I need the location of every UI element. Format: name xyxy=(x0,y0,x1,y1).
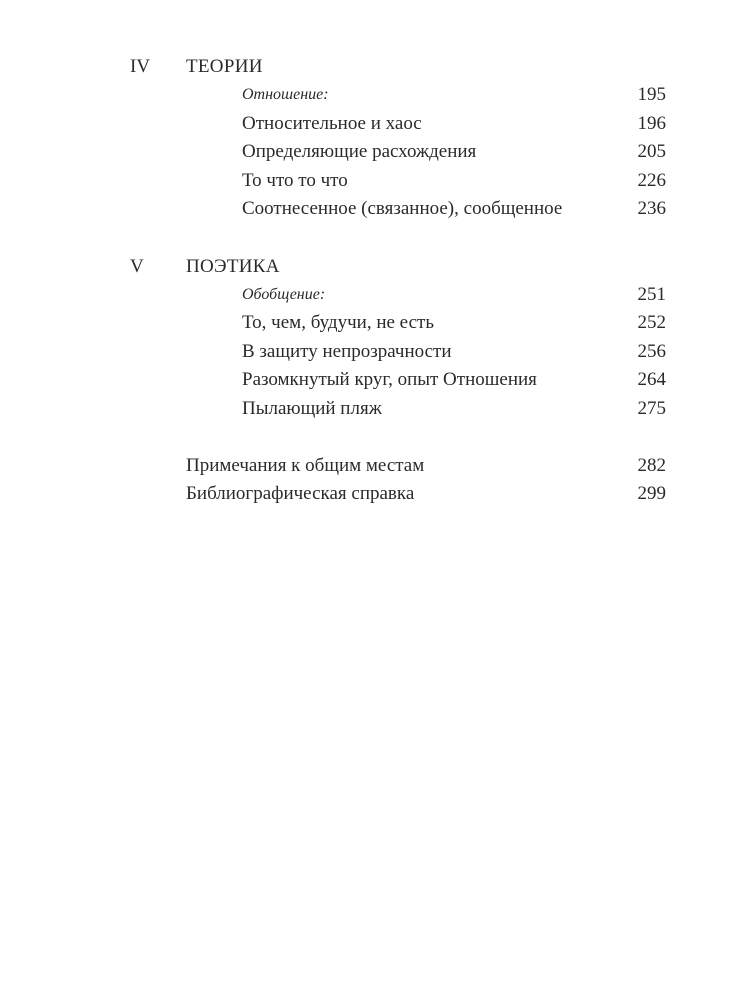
entry-title: То, чем, будучи, не есть xyxy=(242,312,434,333)
entry-page: 236 xyxy=(637,198,666,219)
entry-title: Отношение: xyxy=(242,86,329,103)
section-heading xyxy=(0,53,750,81)
entry-page: 275 xyxy=(637,398,666,419)
section-title: ТЕОРИИ xyxy=(186,56,263,77)
entry-title: Определяющие расхождения xyxy=(242,141,477,162)
toc-entry xyxy=(0,110,750,138)
toc-entry xyxy=(0,195,750,223)
entry-page: 299 xyxy=(637,483,666,504)
entry-page: 226 xyxy=(637,170,666,191)
section-numeral: V xyxy=(130,256,144,277)
entry-title: Библиографическая справка xyxy=(186,483,415,504)
section-title: ПОЭТИКА xyxy=(186,256,280,277)
toc-entry xyxy=(0,138,750,166)
entry-title: Примечания к общим местам xyxy=(186,455,425,476)
toc-entry xyxy=(0,366,750,394)
back-matter-entry xyxy=(0,480,750,508)
section-numeral: IV xyxy=(130,56,151,77)
entry-title: Соотнесенное (связанное), сообщенное xyxy=(242,198,563,219)
entry-page: 256 xyxy=(637,341,666,362)
entry-page: 282 xyxy=(637,455,666,476)
toc-entry xyxy=(0,309,750,337)
toc-entry xyxy=(0,81,750,109)
entry-title: Относительное и хаос xyxy=(242,113,422,134)
toc-entry xyxy=(0,281,750,309)
back-matter-entry xyxy=(0,452,750,480)
entry-page: 264 xyxy=(637,369,666,390)
entry-page: 251 xyxy=(637,284,666,305)
entry-page: 205 xyxy=(637,141,666,162)
entry-title: Пылающий пляж xyxy=(242,398,382,419)
toc-entry xyxy=(0,395,750,423)
entry-title: Обобщение: xyxy=(242,286,326,303)
toc-entry xyxy=(0,167,750,195)
entry-title: То что то что xyxy=(242,170,348,191)
section-heading xyxy=(0,253,750,281)
entry-page: 195 xyxy=(637,84,666,105)
entry-title: Разомкнутый круг, опыт Отношения xyxy=(242,369,537,390)
entry-title: В защиту непрозрачности xyxy=(242,341,452,362)
toc-entry xyxy=(0,338,750,366)
entry-page: 252 xyxy=(637,312,666,333)
entry-page: 196 xyxy=(637,113,666,134)
